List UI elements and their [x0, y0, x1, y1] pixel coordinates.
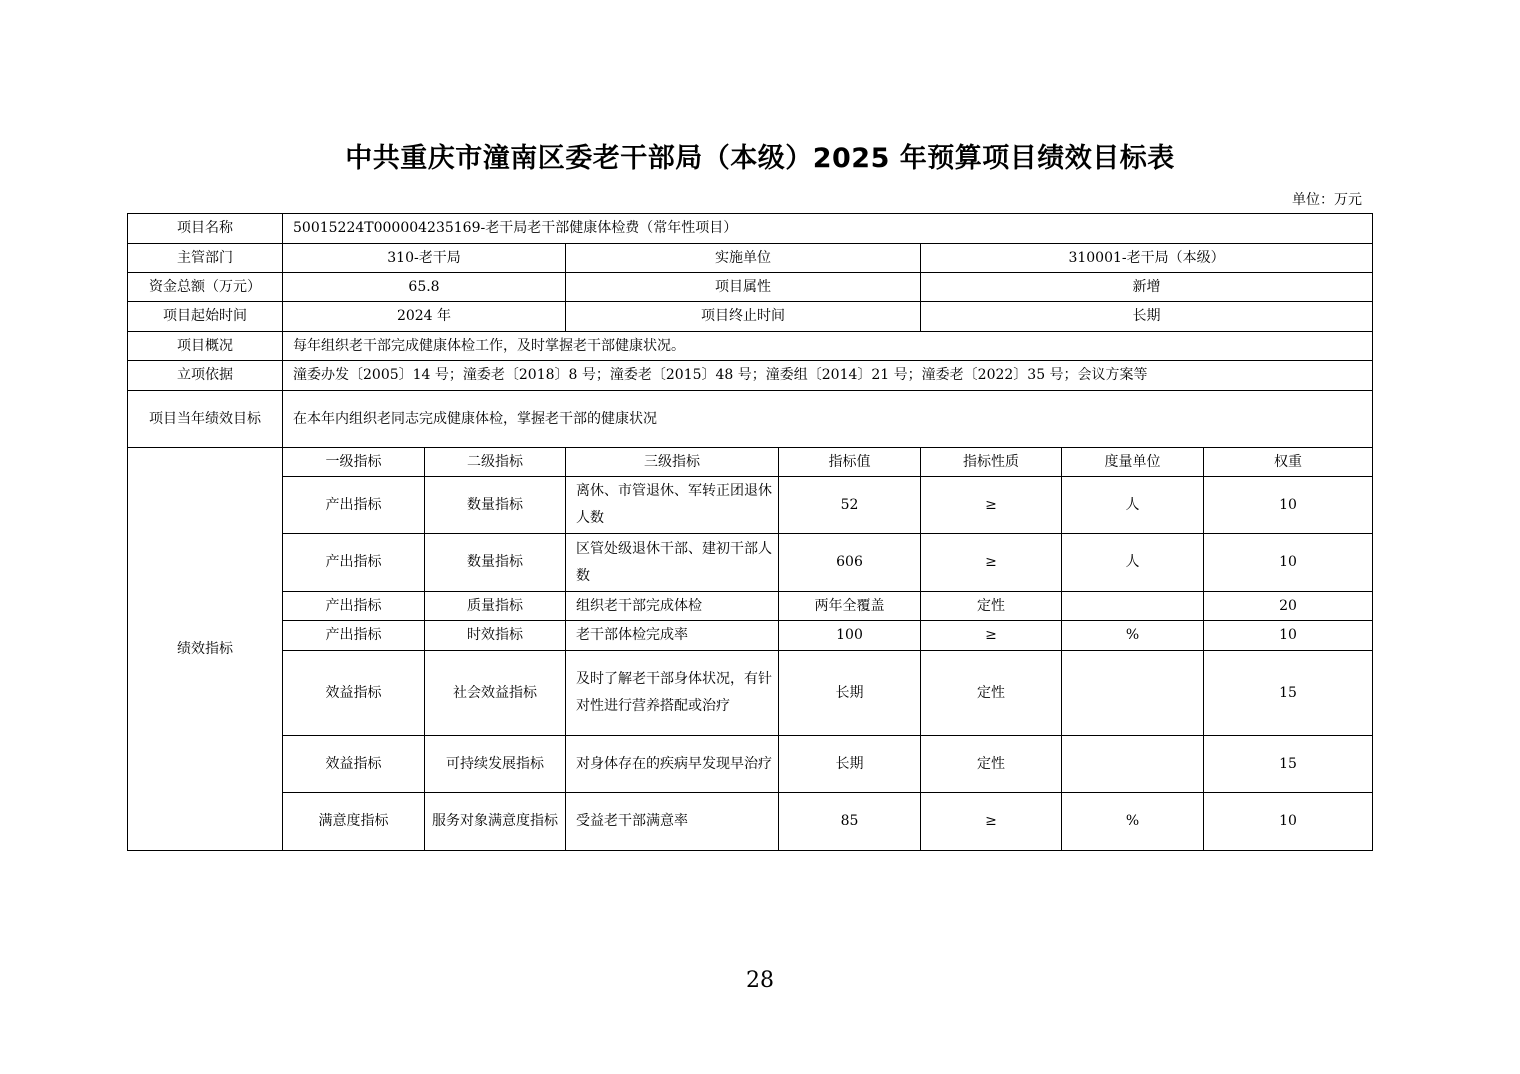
indicator-weight: 15 [1204, 651, 1373, 736]
indicator-weight: 10 [1204, 793, 1373, 851]
indicator-value: 100 [779, 621, 921, 651]
indicator-nature: ≥ [921, 793, 1062, 851]
goal-label: 项目当年绩效目标 [128, 391, 283, 448]
end-label: 项目终止时间 [566, 302, 921, 332]
indicator-level2: 质量指标 [425, 592, 566, 621]
indicator-unit: 人 [1062, 477, 1204, 534]
indicator-row [128, 793, 1373, 851]
indicator-level1: 满意度指标 [283, 793, 425, 851]
indicator-level3: 离休、市管退休、军转正团退休人数 [566, 477, 779, 534]
indicator-level3: 及时了解老干部身体状况，有针对性进行营养搭配或治疗 [566, 651, 779, 736]
project-name-value: 50015224T000004235169-老干局老干部健康体检费（常年性项目） [283, 214, 1373, 244]
indicator-level2: 数量指标 [425, 477, 566, 534]
indicator-level1: 效益指标 [283, 736, 425, 793]
indicator-weight: 10 [1204, 477, 1373, 534]
indicator-nature: 定性 [921, 651, 1062, 736]
indicator-row [128, 736, 1373, 793]
indicator-value: 85 [779, 793, 921, 851]
row-basis [128, 361, 1373, 391]
end-value: 长期 [921, 302, 1373, 332]
indicator-unit: % [1062, 793, 1204, 851]
indicator-level2: 时效指标 [425, 621, 566, 651]
attr-value: 新增 [921, 273, 1373, 302]
goal-value: 在本年内组织老同志完成健康体检，掌握老干部的健康状况 [283, 391, 1373, 448]
header-weight: 权重 [1204, 448, 1373, 477]
fund-value: 65.8 [283, 273, 566, 302]
indicator-value: 606 [779, 534, 921, 592]
overview-label: 项目概况 [128, 332, 283, 361]
overview-value: 每年组织老干部完成健康体检工作，及时掌握老干部健康状况。 [283, 332, 1373, 361]
indicator-nature: ≥ [921, 477, 1062, 534]
row-fund [128, 273, 1373, 302]
unit-label: 单位：万元 [1292, 192, 1362, 208]
indicator-weight: 20 [1204, 592, 1373, 621]
indicator-level3: 受益老干部满意率 [566, 793, 779, 851]
indicator-unit [1062, 592, 1204, 621]
indicator-weight: 10 [1204, 534, 1373, 592]
start-value: 2024 年 [283, 302, 566, 332]
impl-value: 310001-老干局（本级） [921, 244, 1373, 273]
indicator-nature: 定性 [921, 592, 1062, 621]
row-period [128, 302, 1373, 332]
page-number: 28 [746, 968, 774, 993]
indicator-row [128, 534, 1373, 592]
impl-label: 实施单位 [566, 244, 921, 273]
indicator-row [128, 621, 1373, 651]
indicator-level3: 区管处级退休干部、建初干部人数 [566, 534, 779, 592]
basis-value: 潼委办发〔2005〕14 号；潼委老〔2018〕8 号；潼委老〔2015〕48 号；潼委组〔2014〕21 号；潼委老〔2022〕35 号；会议方案等 [283, 361, 1373, 391]
indicator-level3: 老干部体检完成率 [566, 621, 779, 651]
indicator-weight: 10 [1204, 621, 1373, 651]
dept-label: 主管部门 [128, 244, 283, 273]
indicator-level1: 产出指标 [283, 477, 425, 534]
indicator-unit: 人 [1062, 534, 1204, 592]
indicator-level1: 产出指标 [283, 621, 425, 651]
dept-value: 310-老干局 [283, 244, 566, 273]
row-department [128, 244, 1373, 273]
performance-table [127, 213, 1373, 851]
row-goal [128, 391, 1373, 448]
indicator-level3: 对身体存在的疾病早发现早治疗 [566, 736, 779, 793]
header-level1: 一级指标 [283, 448, 425, 477]
header-level2: 二级指标 [425, 448, 566, 477]
indicator-nature: ≥ [921, 621, 1062, 651]
row-overview [128, 332, 1373, 361]
basis-label: 立项依据 [128, 361, 283, 391]
indicator-nature: ≥ [921, 534, 1062, 592]
indicator-level2: 社会效益指标 [425, 651, 566, 736]
start-label: 项目起始时间 [128, 302, 283, 332]
indicator-row [128, 477, 1373, 534]
attr-label: 项目属性 [566, 273, 921, 302]
indicator-nature: 定性 [921, 736, 1062, 793]
indicator-row [128, 651, 1373, 736]
indicator-level2: 数量指标 [425, 534, 566, 592]
indicator-level1: 产出指标 [283, 534, 425, 592]
indicator-unit: % [1062, 621, 1204, 651]
indicator-value: 两年全覆盖 [779, 592, 921, 621]
indicator-weight: 15 [1204, 736, 1373, 793]
indicator-value: 长期 [779, 736, 921, 793]
header-level3: 三级指标 [566, 448, 779, 477]
indicator-unit [1062, 736, 1204, 793]
header-value: 指标值 [779, 448, 921, 477]
indicator-header-row [128, 448, 1373, 477]
indicator-level2: 可持续发展指标 [425, 736, 566, 793]
header-nature: 指标性质 [921, 448, 1062, 477]
indicator-level1: 效益指标 [283, 651, 425, 736]
indicator-unit [1062, 651, 1204, 736]
indicator-level1: 产出指标 [283, 592, 425, 621]
indicator-level3: 组织老干部完成体检 [566, 592, 779, 621]
row-project-name [128, 214, 1373, 244]
project-name-label: 项目名称 [128, 214, 283, 244]
fund-label: 资金总额（万元） [128, 273, 283, 302]
indicator-row [128, 592, 1373, 621]
indicators-section-label: 绩效指标 [128, 448, 283, 851]
header-unit: 度量单位 [1062, 448, 1204, 477]
indicator-level2: 服务对象满意度指标 [425, 793, 566, 851]
indicator-value: 52 [779, 477, 921, 534]
indicator-value: 长期 [779, 651, 921, 736]
page-title: 中共重庆市潼南区委老干部局（本级）2025 年预算项目绩效目标表 [345, 143, 1175, 174]
